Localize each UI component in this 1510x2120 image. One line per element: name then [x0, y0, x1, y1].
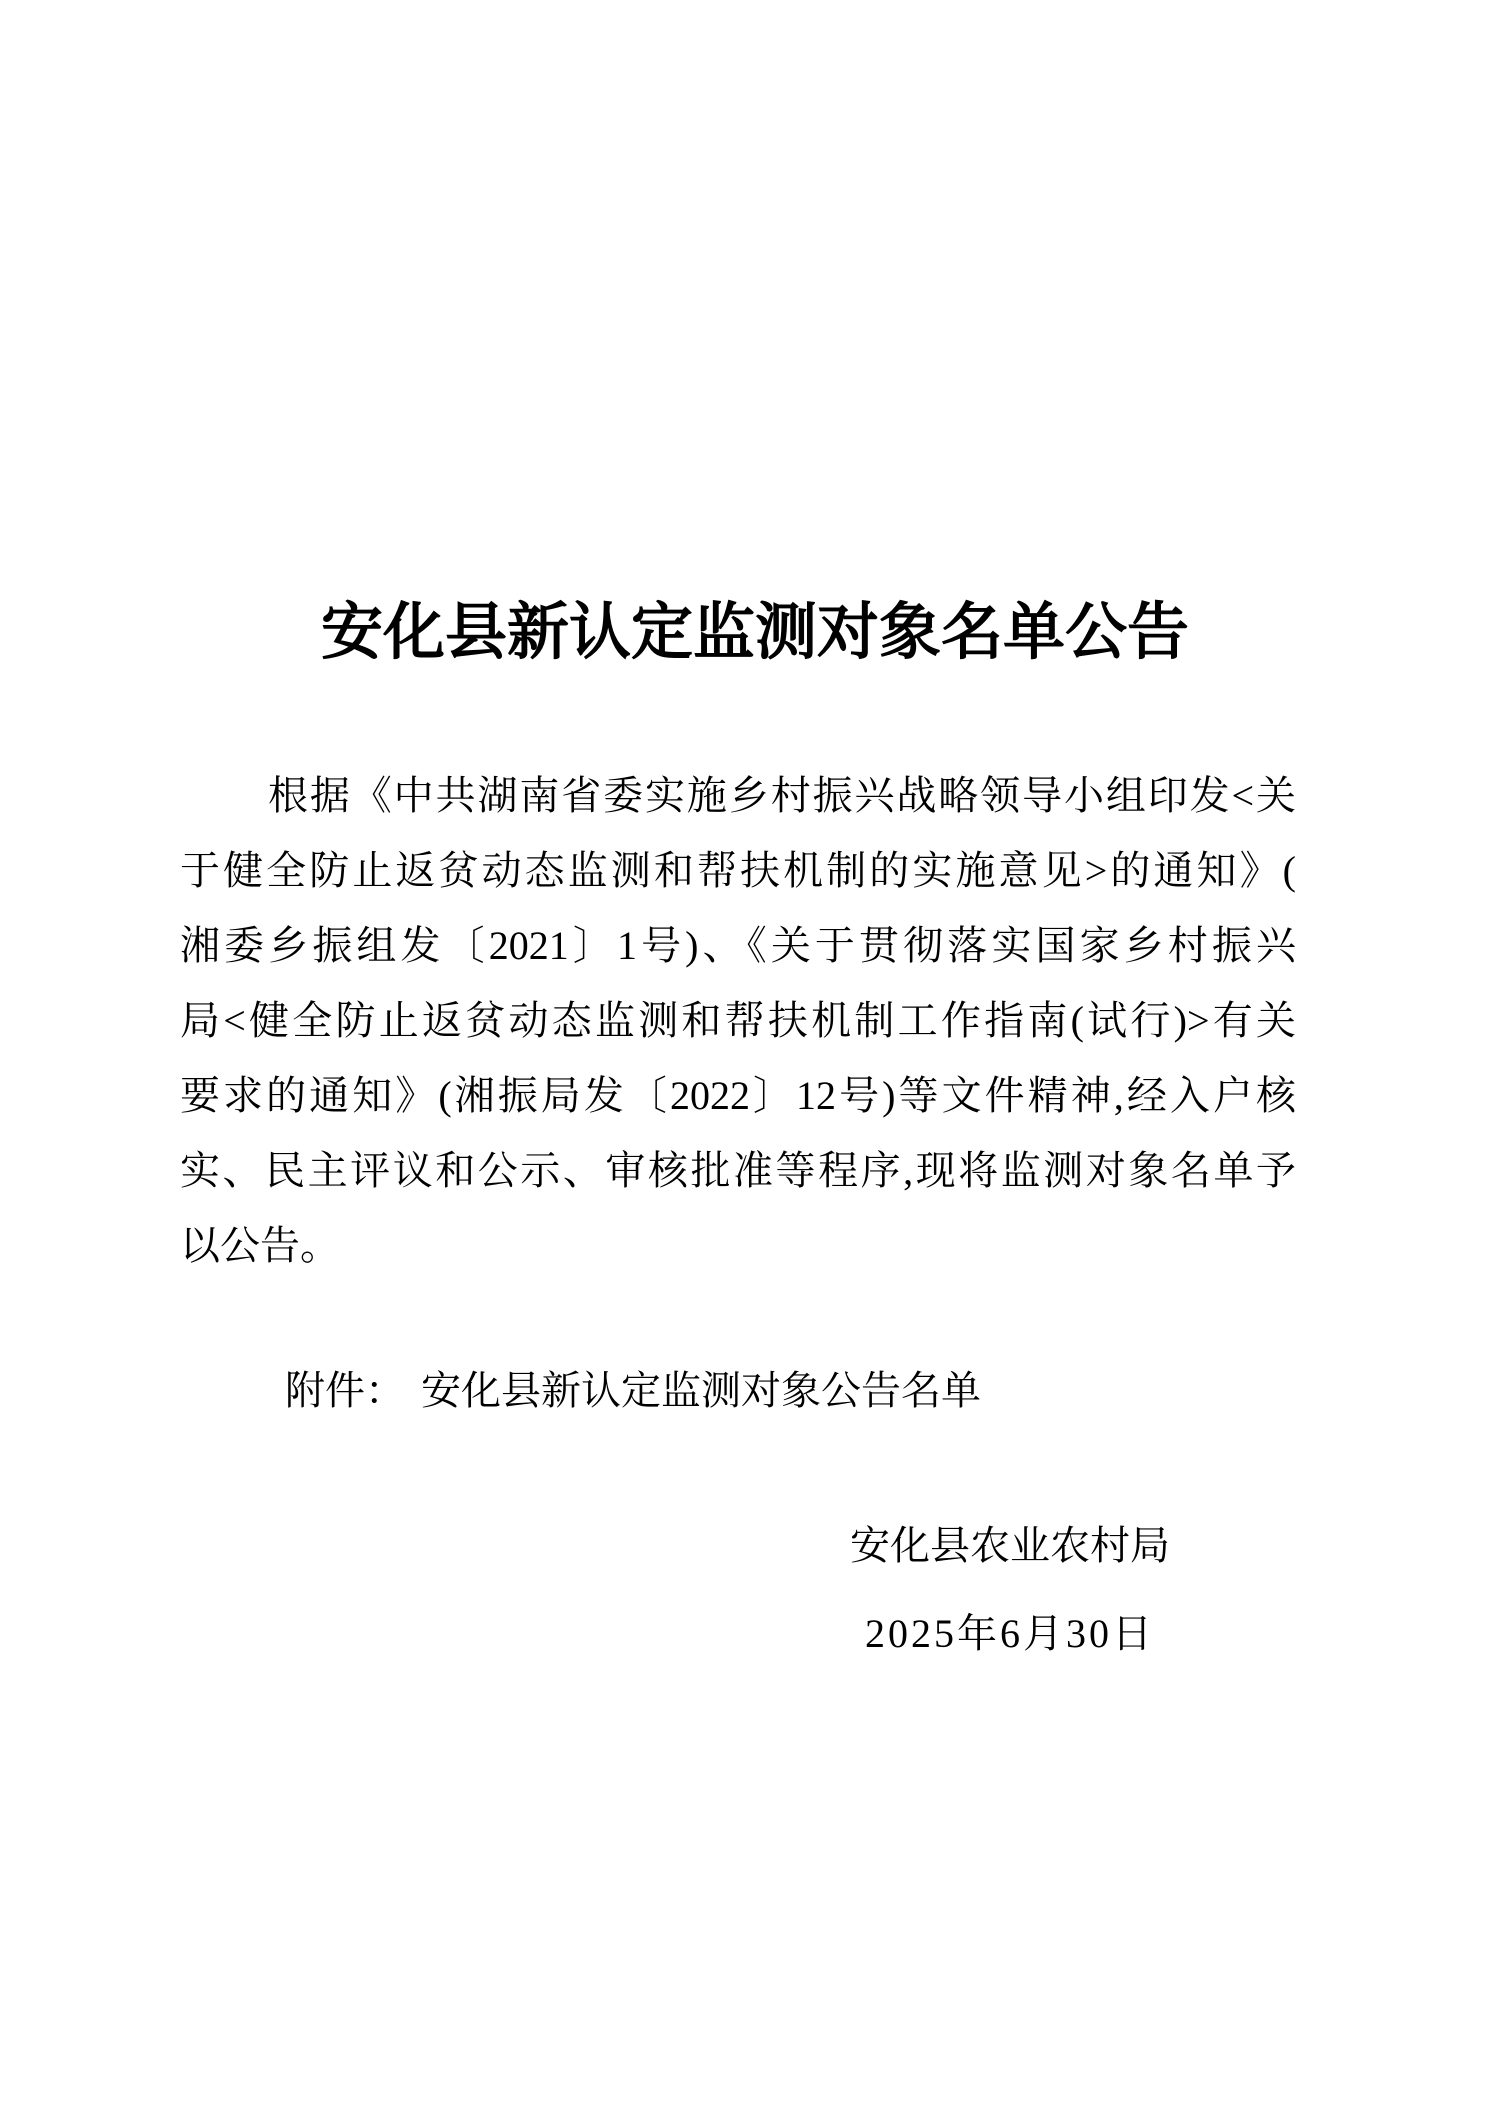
paragraph-line-7: 以公告。	[180, 1223, 340, 1268]
attachment-label: 附件：	[285, 1368, 405, 1413]
paragraph-line-3: 湘委乡振组发〔2021〕1号)、《关于贯彻落实国家乡村振兴	[180, 923, 1296, 968]
paragraph-line-2: 于健全防止返贫动态监测和帮扶机制的实施意见>的通知》(	[180, 848, 1296, 893]
attachment-line	[180, 1353, 1296, 1428]
paragraph-line-6: 实、民主评议和公示、审核批准等程序,现将监测对象名单予	[180, 1148, 1296, 1193]
paragraph-line-4: 局<健全防止返贫动态监测和帮扶机制工作指南(试行)>有关	[180, 998, 1296, 1043]
paragraph-line-1: 根据《中共湖南省委实施乡村振兴战略领导小组印发<关	[268, 773, 1296, 818]
body-paragraph	[180, 758, 1296, 1283]
attachment-title: 安化县新认定监测对象公告名单	[421, 1368, 981, 1413]
paragraph-line-5: 要求的通知》(湘振局发〔2022〕12号)等文件精神,经入户核	[180, 1073, 1296, 1118]
signature-organization: 安化县农业农村局	[850, 1523, 1170, 1568]
signature-date: 2025年6月30日	[865, 1611, 1155, 1656]
document-title: 安化县新认定监测对象名单公告	[320, 598, 1189, 667]
